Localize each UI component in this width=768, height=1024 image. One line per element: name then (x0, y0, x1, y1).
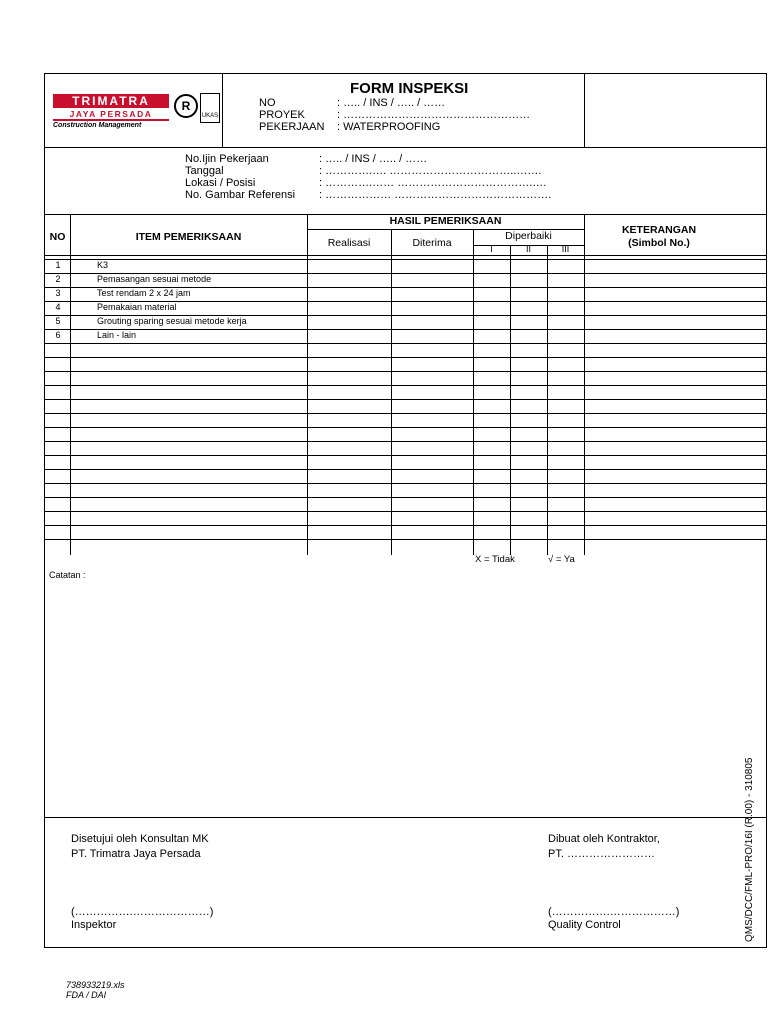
legend-ya: √ = Ya (548, 554, 575, 565)
row-divider (45, 343, 766, 344)
qc-role: Quality Control (548, 919, 621, 931)
header-simbol: (Simbol No.) (628, 237, 690, 249)
row-item: Test rendam 2 x 24 jam (97, 288, 191, 298)
qc-signature-blank[interactable]: (…………….………………) (548, 906, 680, 918)
inspector-role: Inspektor (71, 919, 117, 931)
header-diterima: Diterima (412, 237, 452, 249)
row-divider (45, 511, 766, 512)
footer-ref: FDA / DAI (66, 990, 107, 1000)
info-row (185, 189, 551, 201)
cert-label: UKAS (201, 113, 219, 119)
info-label: No.Ijin Pekerjaan (185, 153, 269, 165)
row-divider (45, 329, 766, 330)
row-number: 6 (55, 330, 61, 340)
row-divider (45, 255, 766, 256)
header-field-value: : ….. / INS / ….. / …… (337, 97, 446, 109)
header-field-proyek (259, 109, 530, 121)
header-field-no (259, 97, 445, 109)
row-item: Lain - lain (97, 330, 137, 340)
info-label: Tanggal (185, 165, 224, 177)
row-number: 2 (55, 274, 61, 284)
registered-mark-icon: R (174, 94, 198, 118)
header-blank-cell (584, 74, 767, 147)
row-divider (45, 427, 766, 428)
col-divider (547, 245, 548, 555)
info-row (185, 177, 546, 189)
header-field-pekerjaan (259, 121, 440, 133)
form-title: FORM INSPEKSI (350, 80, 469, 97)
row-divider (45, 539, 766, 540)
row-number: 3 (55, 288, 61, 298)
row-divider (45, 469, 766, 470)
row-divider (45, 483, 766, 484)
info-value: : ….. / INS / ….. / …… (319, 153, 428, 165)
company-logo (53, 94, 169, 124)
header-realisasi: Realisasi (327, 237, 371, 249)
legend-tidak: X = Tidak (475, 554, 515, 565)
header-hasil: HASIL PEMERIKSAAN (389, 215, 502, 227)
header-field-value: : …………………………………………… (337, 109, 531, 121)
row-divider (45, 357, 766, 358)
catatan-label: Catatan : (49, 570, 86, 580)
header-sub-ii: II (525, 244, 531, 254)
header-sub-i: I (490, 244, 493, 254)
info-row (185, 165, 541, 177)
row-number: 5 (55, 316, 61, 326)
row-divider (45, 455, 766, 456)
info-label: Lokasi / Posisi (185, 177, 256, 189)
inspector-signature-blank[interactable]: (…………….…………………) (71, 906, 214, 918)
header-field-label: PEKERJAAN (259, 121, 325, 133)
row-divider (45, 525, 766, 526)
certification-icon (200, 93, 220, 123)
row-divider (45, 441, 766, 442)
made-by-label: Dibuat oleh Kontraktor, (548, 833, 660, 845)
row-divider (45, 413, 766, 414)
row-divider (45, 259, 766, 260)
header-field-value: : WATERPROOFING (337, 121, 441, 133)
info-label: No. Gambar Referensi (185, 189, 296, 201)
row-item: Pemasangan sesuai metode (97, 274, 212, 284)
info-block (45, 147, 766, 214)
document-code: QMS/DCC/FML-PRO/16I (R.00) - 310805 (744, 757, 755, 942)
header-no: NO (49, 231, 66, 243)
header-diperbaiki: Diperbaiki (505, 230, 552, 242)
col-divider (510, 245, 511, 555)
row-divider (45, 497, 766, 498)
info-value: : ………….…… ……………………………….…. (319, 177, 547, 189)
footer-filename: 738933219.xls (66, 980, 125, 990)
row-divider (45, 371, 766, 372)
row-divider (45, 399, 766, 400)
row-item: Pemakaian material (97, 302, 177, 312)
logo-name: TRIMATRA (53, 94, 169, 108)
approved-by-label: Disetujui oleh Konsultan MK (71, 833, 209, 845)
logo-tagline: Construction Management (53, 122, 142, 129)
signature-divider (45, 817, 766, 818)
logo-subname: JAYA PERSADA (53, 109, 169, 121)
header-field-label: NO (259, 97, 276, 109)
col-divider (391, 229, 392, 555)
header-field-label: PROYEK (259, 109, 305, 121)
info-value: : ………….…. ……………………………..……. (319, 165, 542, 177)
info-row (185, 153, 427, 165)
logo-cell (45, 74, 223, 147)
col-divider (473, 229, 474, 555)
row-number: 1 (55, 260, 61, 270)
inspection-table (45, 214, 766, 555)
header-item: ITEM PEMERIKSAAN (135, 231, 242, 243)
header-sub-iii: III (561, 244, 570, 254)
header-keterangan: KETERANGAN (621, 224, 697, 236)
info-value: : ……………… ……………………………………. (319, 189, 552, 201)
row-divider (45, 385, 766, 386)
form-header (45, 74, 766, 148)
approved-by-company: PT. Trimatra Jaya Persada (71, 848, 201, 860)
row-number: 4 (55, 302, 61, 312)
row-item: Grouting sparing sesuai metode kerja (97, 316, 247, 326)
row-item: K3 (97, 260, 109, 270)
made-by-company: PT. …………………… (548, 848, 655, 860)
inspection-form (44, 73, 767, 948)
